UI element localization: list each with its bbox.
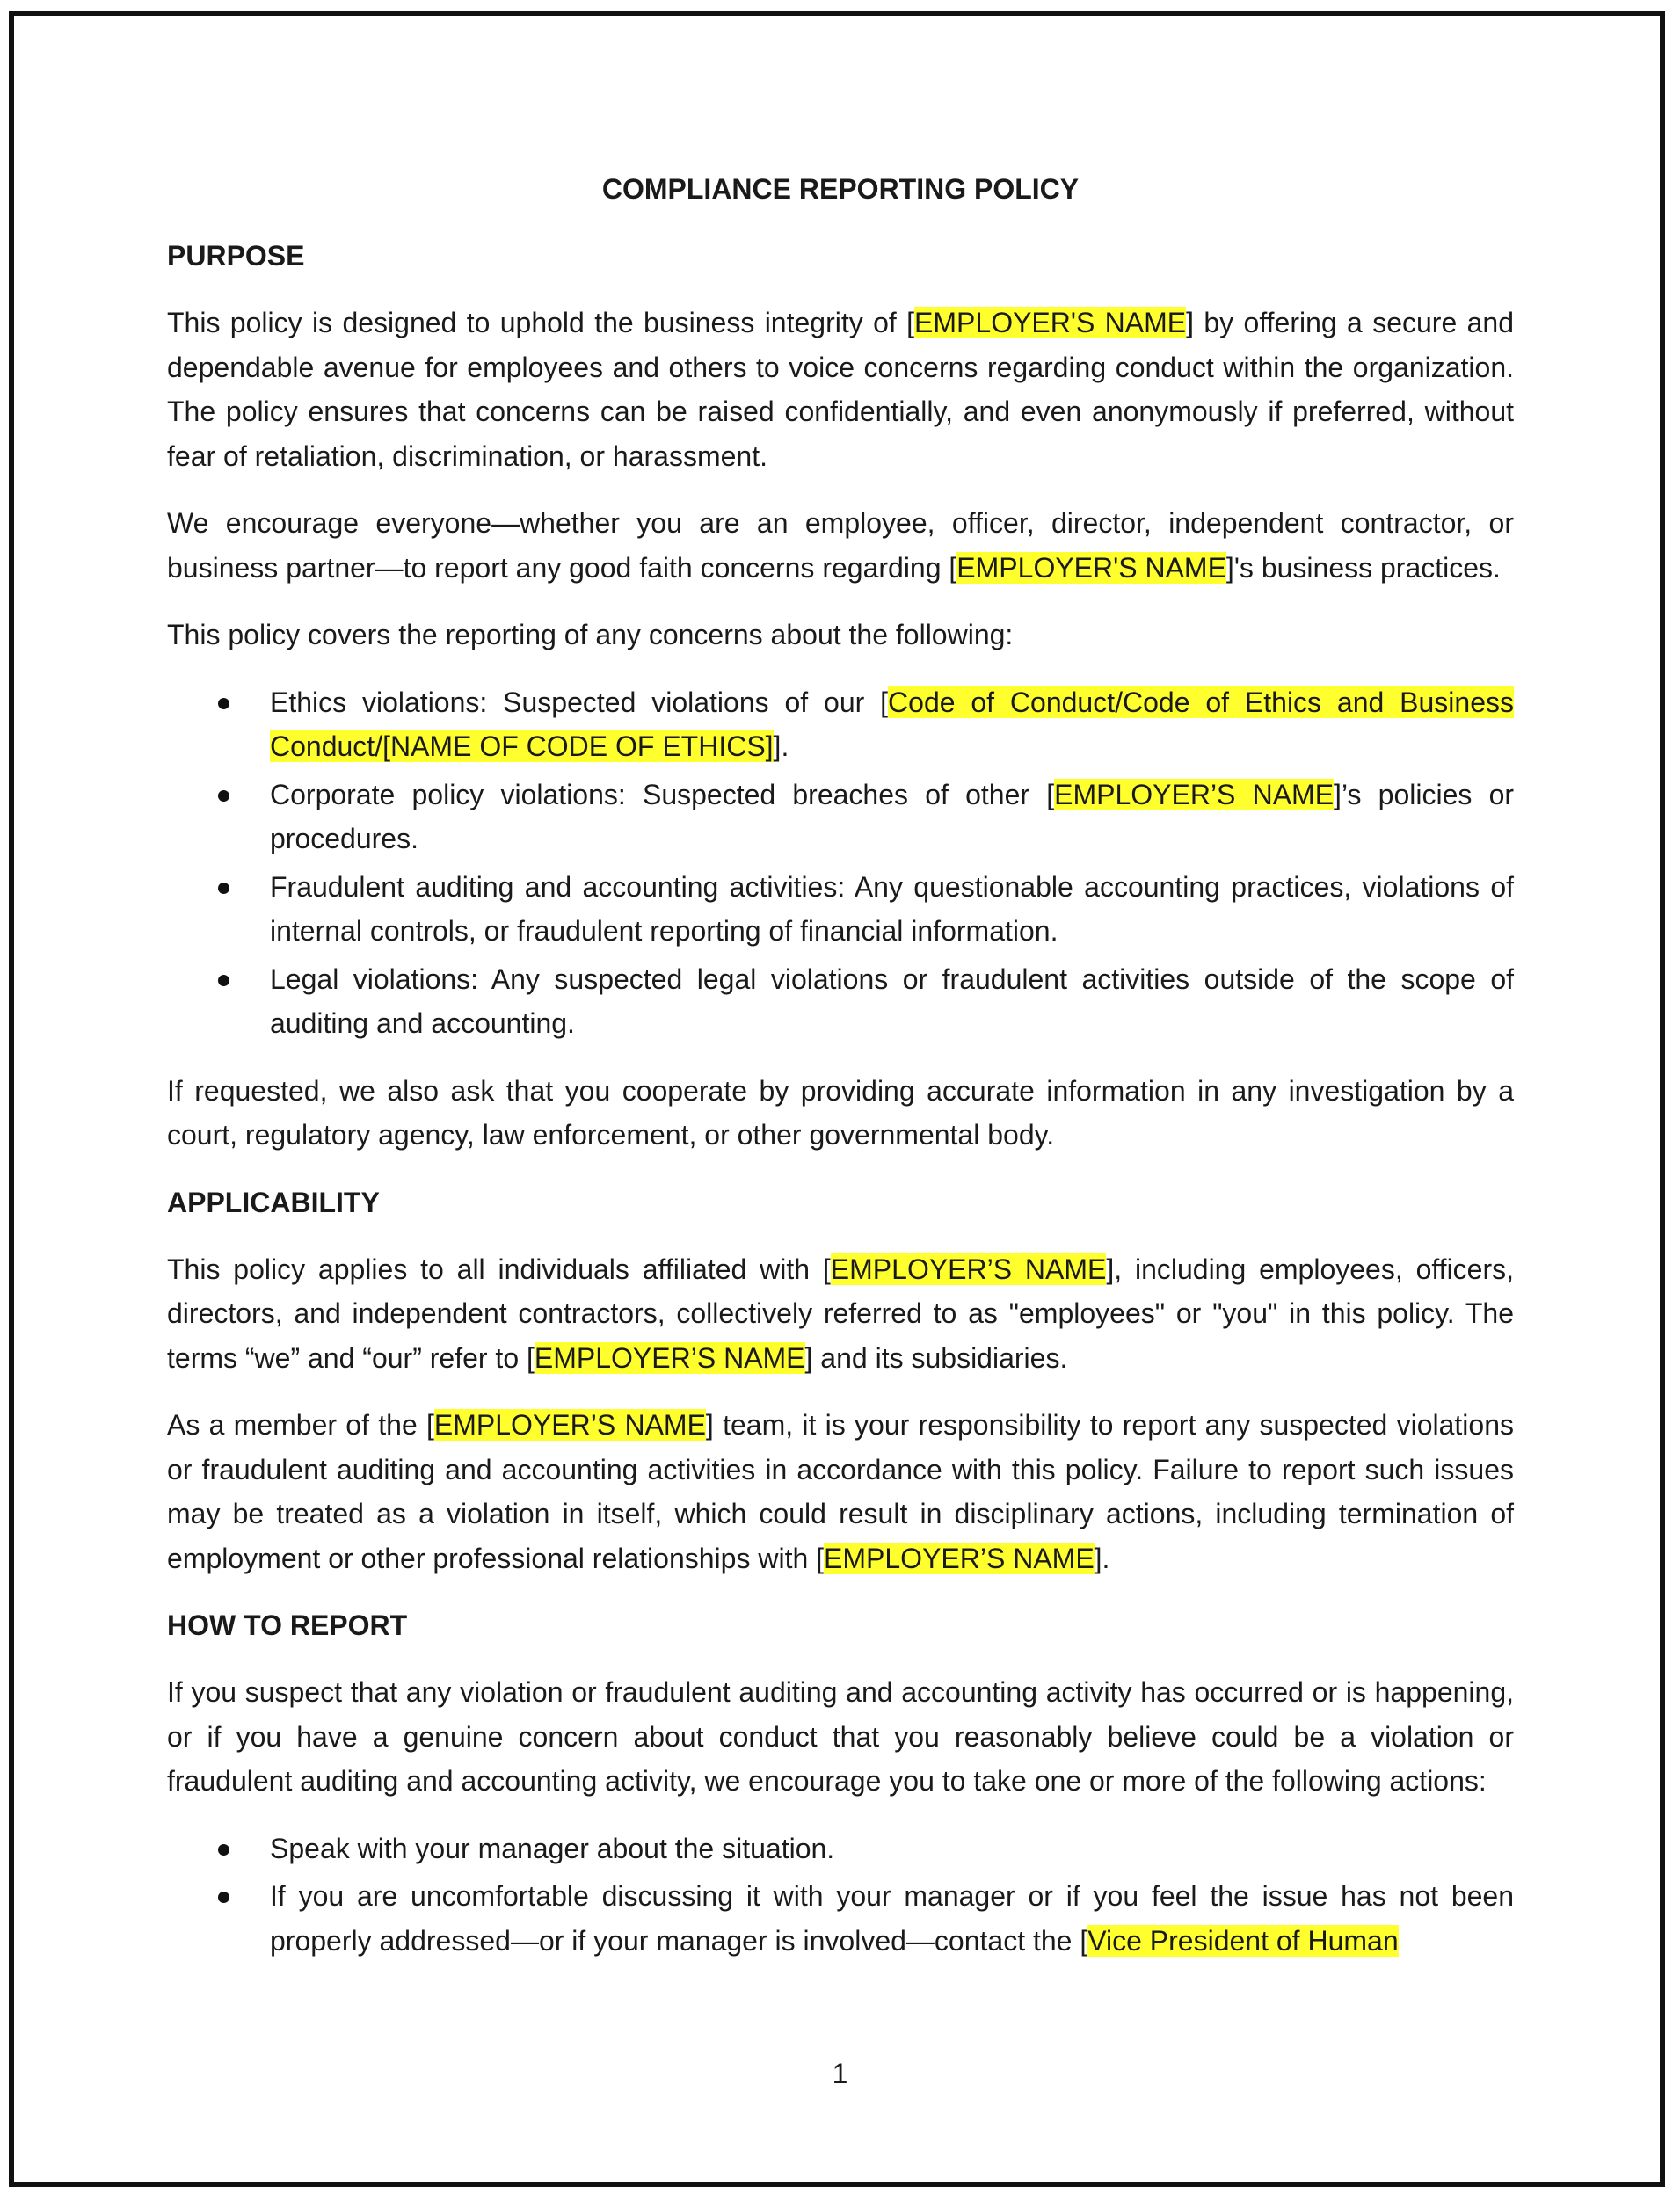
list-item	[167, 1874, 1514, 1963]
applicability-paragraph-2	[167, 1403, 1514, 1580]
page-number: 1	[832, 2058, 848, 2089]
purpose-bullet-list	[167, 680, 1514, 1046]
how-to-report-bullet-list	[167, 1827, 1514, 1964]
text-run: ] by offering a secure and dependable avenue for employees and others to voice concerns regarding conduct within the organization. The policy ensures that concerns can be raised confidentially, and even anonymously if preferred, without fear of retaliation, discrimination, or harassment.	[167, 307, 1515, 472]
highlighted-placeholder: EMPLOYER’S NAME	[534, 1341, 805, 1374]
purpose-paragraph-1	[167, 301, 1514, 478]
highlighted-placeholder: EMPLOYER'S NAME	[956, 551, 1226, 584]
list-item	[167, 773, 1514, 861]
list-item	[167, 865, 1514, 954]
highlighted-placeholder: EMPLOYER’S NAME	[830, 1253, 1107, 1285]
highlighted-placeholder: Vice President of Human	[1087, 1924, 1399, 1957]
highlighted-placeholder: EMPLOYER'S NAME	[914, 307, 1187, 338]
highlighted-placeholder: Code of Conduct/Code of Ethics and Business Conduct/[NAME OF CODE OF ETHICS]	[270, 686, 1514, 762]
text-run: Speak with your manager about the situation.	[270, 1832, 835, 1864]
text-run: As a member of the [	[167, 1409, 434, 1441]
text-run: ]’s policies or procedures.	[270, 778, 1515, 854]
list-item	[167, 957, 1514, 1046]
text-run: Corporate policy violations: Suspected breaches of other [	[270, 778, 1055, 810]
text-run: ].	[773, 730, 789, 762]
section-heading-applicability: APPLICABILITY	[167, 1186, 380, 1218]
text-run: ] and its subsidiaries.	[804, 1341, 1068, 1374]
text-run: Ethics violations: Suspected violations of our [	[270, 686, 889, 718]
text-run: If you are uncomfortable discussing it with your manager or if you feel the issue has not been properly addressed—or if your manager is involved—contact the [	[270, 1880, 1514, 1957]
text-run: ], including employees, officers, directors, and independent contractors, collectively referred to as "employees" or "you" in this policy. The terms “we” and “our” refer to [	[167, 1253, 1515, 1374]
text-run: This policy applies to all individuals affiliated with [	[167, 1253, 831, 1285]
applicability-paragraph-1	[167, 1247, 1514, 1381]
text-run: This policy is designed to uphold the business integrity of [	[167, 307, 915, 338]
list-item	[167, 680, 1514, 769]
text-run: ]'s business practices.	[1225, 551, 1501, 584]
highlighted-placeholder: EMPLOYER’S NAME	[1054, 778, 1335, 810]
text-run: We encourage everyone—whether you are an employee, officer, director, independent contractor, or business partner—to report any good faith concerns regarding [	[167, 507, 1514, 584]
section-heading-purpose: PURPOSE	[167, 240, 305, 272]
highlighted-placeholder: EMPLOYER’S NAME	[824, 1542, 1095, 1574]
text-run: ] team, it is your responsibility to report any suspected violations or fraudulent auditing and accounting activities in accordance with this policy. Failure to report such issues may be treated as a violation in itself, which could result in disciplinary actions, including termination of employment or other professional relationships with [	[167, 1409, 1515, 1574]
document-title: COMPLIANCE REPORTING POLICY	[601, 173, 1080, 205]
highlighted-placeholder: EMPLOYER’S NAME	[433, 1409, 706, 1441]
document-page	[167, 167, 1514, 1986]
text-run: ].	[1094, 1542, 1110, 1574]
purpose-paragraph-2	[167, 501, 1514, 590]
purpose-paragraph-3: This policy covers the reporting of any concerns about the following:	[167, 619, 1014, 650]
how-to-report-paragraph-1: If you suspect that any violation or fraudulent auditing and accounting activity has occurred or is happening, or if you have a genuine concern about conduct that you reasonably believe could be a violation or fraudulent auditing and accounting activity, we encourage you to take one or more of the following actions:	[167, 1676, 1514, 1797]
section-heading-how-to-report: HOW TO REPORT	[167, 1609, 408, 1641]
list-item	[167, 1827, 1514, 1871]
text-run: Legal violations: Any suspected legal violations or fraudulent activities outside of the scope of auditing and accounting.	[270, 962, 1514, 1039]
text-run: Fraudulent auditing and accounting activities: Any questionable accounting practices, violations of internal controls, or fraudulent reporting of financial information.	[270, 870, 1514, 947]
purpose-paragraph-4: If requested, we also ask that you cooperate by providing accurate information in any investigation by a court, regulatory agency, law enforcement, or other governmental body.	[167, 1074, 1514, 1151]
